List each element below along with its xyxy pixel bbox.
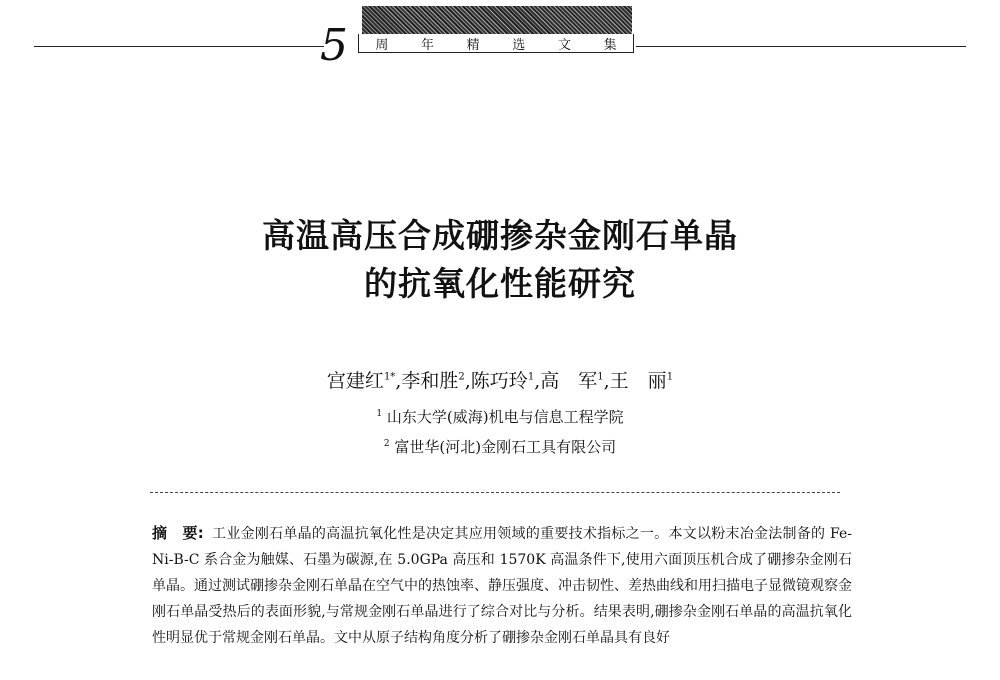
affiliation-text: 山东大学(威海)机电与信息工程学院 (386, 408, 624, 426)
header-rule-right (636, 46, 966, 47)
author-list: 宫建红$^{1*}$,李和胜$^2$,陈巧玲$^1$,高 军$^1$,王 丽$^1$ (326, 370, 674, 392)
series-char: 选 (512, 37, 526, 53)
author-mark: 1 (527, 371, 535, 383)
author-name: 李和胜 (401, 370, 459, 392)
author-mark: 1* (383, 371, 396, 383)
author-name: 王 丽 (609, 370, 667, 392)
author-mark: 1 (666, 371, 674, 383)
header-rule-left (34, 46, 324, 47)
abstract (152, 520, 852, 651)
author-name: 陈巧玲 (470, 370, 528, 392)
series-char: 精 (466, 37, 480, 53)
affiliation-mark: 1 (376, 409, 383, 419)
abstract-text: 工业金刚石单晶的高温抗氧化性是决定其应用领域的重要技术指标之一。本文以粉末冶金法制备的 Fe-Ni-B-C 系合金为触媒、石墨为碳源,在 5.0GPa 高压和 1570K 高温条件下,使用六面顶压机合成了硼掺杂金刚石单晶。通过测试硼掺杂金刚石单晶在空气中的热蚀率、静压强度、冲击韧性、差热曲线和用扫描电子显微镜观察金刚石单晶受热后的表面形貌,与常规金刚石单晶进行了综合对比与分析。结果表明,硼掺杂金刚石单晶的高温抗氧化性明显优于常规金刚石单晶。文中从原子结构角度分析了硼掺杂金刚石单晶具有良好 (152, 526, 853, 646)
affiliation-2 (0, 436, 1000, 457)
affiliation-1 (0, 406, 1000, 427)
dotted-divider (150, 492, 840, 497)
series-char: 年 (420, 37, 434, 53)
series-char: 文 (557, 37, 571, 53)
anniversary-logo: 5 (320, 20, 348, 71)
title-line-2: 的抗氧化性能研究 (364, 264, 636, 303)
series-char: 周 (375, 37, 389, 53)
author-name: 高 军 (540, 370, 598, 392)
title-line-1: 高温高压合成硼掺杂金刚石单晶 (262, 216, 738, 255)
affiliation-mark: 2 (383, 439, 390, 449)
affiliation-text: 富世华(河北)金刚石工具有限公司 (394, 438, 617, 456)
abstract-label: 摘 要: (152, 524, 204, 542)
author-mark: 2 (458, 371, 465, 383)
author-name: 宫建红 (326, 370, 384, 392)
author-mark: 1 (597, 371, 604, 383)
series-char: 集 (603, 37, 617, 53)
series-label (358, 34, 634, 53)
halftone-banner (362, 6, 632, 34)
